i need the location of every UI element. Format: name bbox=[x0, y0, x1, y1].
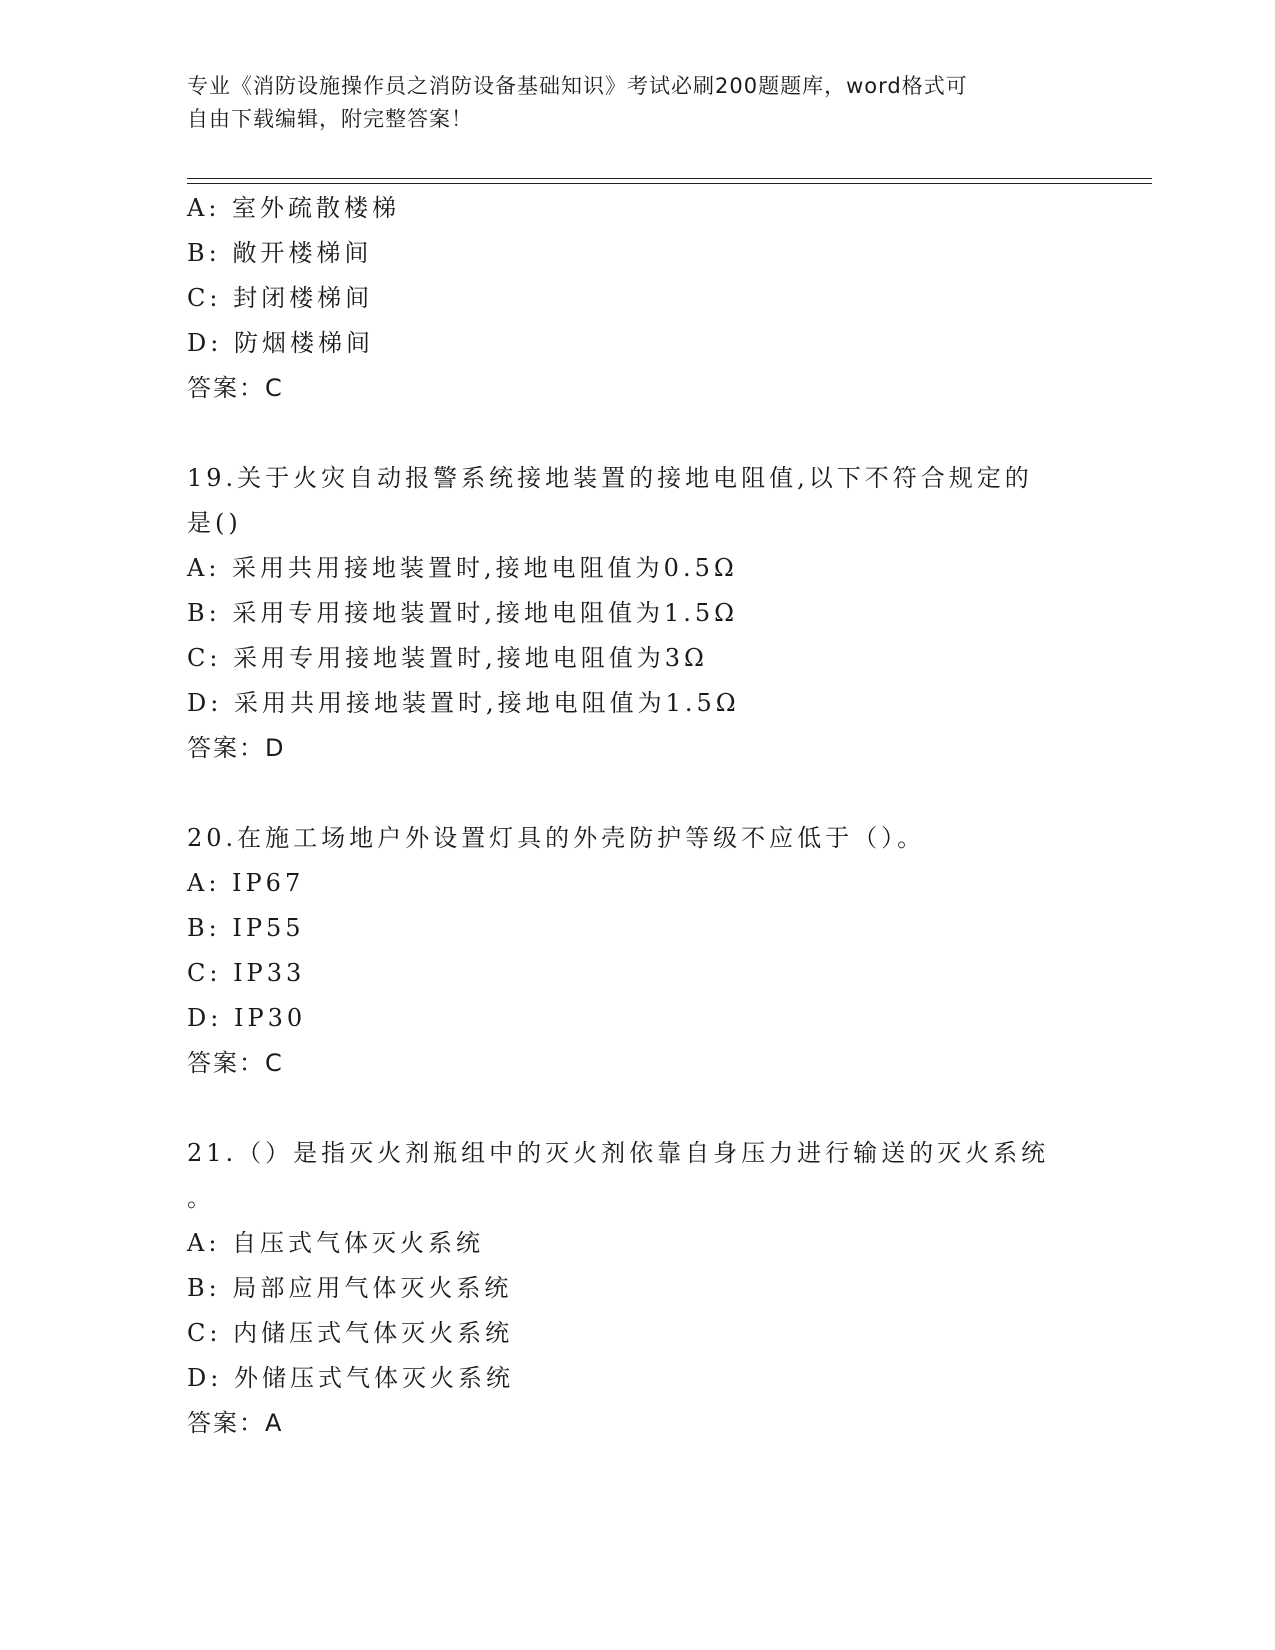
header-divider-top bbox=[187, 178, 1152, 179]
q19-option-a: A: 采用共用接地装置时,接地电阻值为0.5Ω bbox=[187, 554, 738, 582]
q20-answer-label: 答案： bbox=[187, 1049, 265, 1077]
q20-option-a: A: IP67 bbox=[187, 869, 305, 897]
document-header bbox=[187, 70, 1087, 136]
q21-answer bbox=[187, 1408, 283, 1438]
header-line-1: 专业《消防设施操作员之消防设备基础知识》考试必刷200题题库，word格式可 bbox=[187, 74, 968, 98]
q21-option-c: C: 内储压式气体灭火系统 bbox=[187, 1319, 514, 1347]
q21-answer-value: A bbox=[265, 1409, 284, 1437]
q18-option-a: A: 室外疏散楼梯 bbox=[187, 194, 401, 222]
q19-answer-value: D bbox=[265, 734, 286, 762]
header-line-2: 自由下载编辑，附完整答案！ bbox=[187, 107, 473, 131]
q20-option-d: D: IP30 bbox=[187, 1004, 307, 1032]
q18-answer-label: 答案： bbox=[187, 374, 265, 402]
q21-option-d: D: 外储压式气体灭火系统 bbox=[187, 1364, 514, 1392]
q19-stem-line-1: 19.关于火灾自动报警系统接地装置的接地电阻值,以下不符合规定的 bbox=[187, 464, 1033, 492]
q21-stem-line-1: 21.（）是指灭火剂瓶组中的灭火剂依靠自身压力进行输送的灭火系统 bbox=[187, 1139, 1050, 1167]
q18-option-d: D: 防烟楼梯间 bbox=[187, 329, 374, 357]
q20-stem-line-1: 20.在施工场地户外设置灯具的外壳防护等级不应低于（）。 bbox=[187, 824, 926, 852]
q19-option-d: D: 采用共用接地装置时,接地电阻值为1.5Ω bbox=[187, 689, 740, 717]
q21-answer-label: 答案： bbox=[187, 1409, 265, 1437]
q21-option-b: B: 局部应用气体灭火系统 bbox=[187, 1274, 513, 1302]
q18-answer bbox=[187, 373, 284, 403]
q20-option-b: B: IP55 bbox=[187, 914, 305, 942]
header-divider-bottom bbox=[187, 183, 1152, 184]
q18-option-c: C: 封闭楼梯间 bbox=[187, 284, 374, 312]
q20-answer bbox=[187, 1048, 284, 1078]
q18-answer-value: C bbox=[265, 374, 284, 402]
q18-option-b: B: 敞开楼梯间 bbox=[187, 239, 373, 267]
q19-stem-line-2: 是() bbox=[187, 509, 242, 537]
q19-answer bbox=[187, 733, 285, 763]
q20-answer-value: C bbox=[265, 1049, 284, 1077]
q21-option-a: A: 自压式气体灭火系统 bbox=[187, 1229, 485, 1257]
q20-option-c: C: IP33 bbox=[187, 959, 306, 987]
q19-option-c: C: 采用专用接地装置时,接地电阻值为3Ω bbox=[187, 644, 708, 672]
q19-answer-label: 答案： bbox=[187, 734, 265, 762]
q19-option-b: B: 采用专用接地装置时,接地电阻值为1.5Ω bbox=[187, 599, 739, 627]
q21-stem-line-2: 。 bbox=[187, 1184, 215, 1212]
